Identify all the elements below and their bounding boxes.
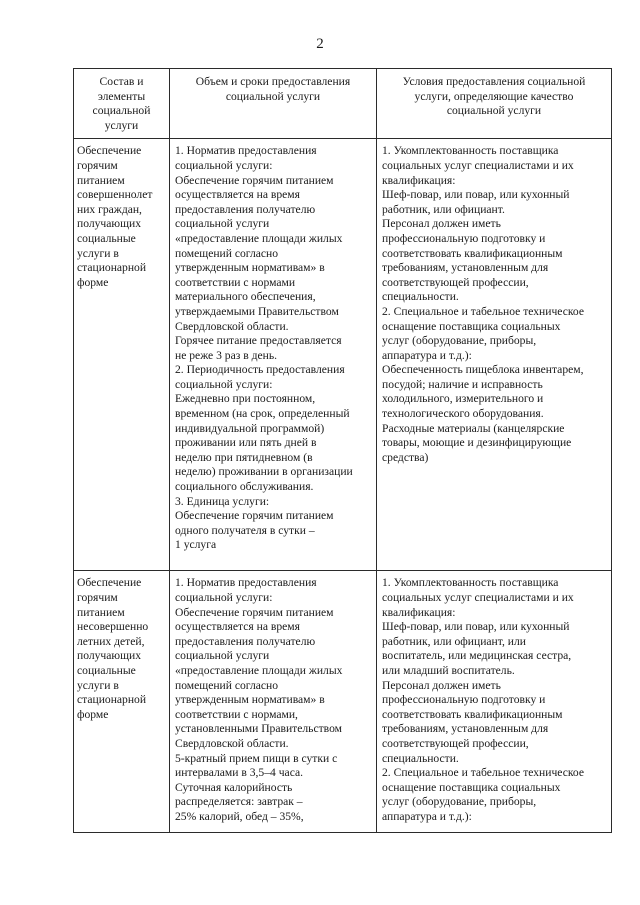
text-line: осуществляется на время: [175, 620, 300, 634]
text-line: квалификация:: [382, 605, 456, 619]
service-conditions-cell: [377, 571, 612, 833]
text-line: Свердловской области.: [175, 319, 289, 333]
header-volume-and-terms: [170, 69, 377, 139]
text-line: профессиональную подготовку и: [382, 231, 546, 245]
text-line: получающих: [77, 217, 141, 231]
service-volume-cell: [170, 571, 377, 833]
text-line: социальной услуги: [175, 649, 270, 663]
text-line: 2. Специальное и табельное техническое: [382, 766, 585, 780]
text-line: 2. Специальное и табельное техническое: [382, 304, 585, 318]
text-line: Состав и: [99, 75, 144, 88]
text-line: предоставления получателю: [175, 202, 316, 216]
text-line: одного получателя в сутки –: [175, 523, 315, 537]
service-name-cell: [74, 571, 170, 833]
text-line: услуги, определяющие качество: [414, 89, 574, 103]
text-line: утвержденным нормативам» в: [175, 693, 325, 707]
text-line: 25% калорий, обед – 35%,: [175, 809, 304, 823]
text-line: Шеф-повар, или повар, или кухонный: [382, 620, 570, 634]
text-line: утвержденным нормативам» в: [175, 261, 325, 275]
text-line: форме: [77, 275, 109, 289]
text-line: социальной услуги: [446, 104, 542, 118]
text-line: социальной услуги:: [175, 158, 273, 172]
text-line: «предоставление площади жилых: [175, 663, 343, 677]
text-line: осуществляется на время: [175, 188, 300, 202]
text-line: социального обслуживания.: [175, 480, 314, 494]
text-line: элементы: [97, 89, 146, 103]
text-line: утверждаемыми Правительством: [175, 304, 339, 318]
table-row: [74, 571, 612, 833]
text-line: Суточная калорийность: [175, 780, 293, 794]
service-conditions-cell: [377, 139, 612, 571]
text-line: требованиям, установленным для: [382, 261, 549, 275]
text-line: услуги в: [77, 246, 119, 260]
services-table: [73, 68, 612, 833]
service-name-cell: [74, 139, 170, 571]
text-line: Свердловской области.: [175, 736, 289, 750]
text-line: 2. Периодичность предоставления: [175, 363, 345, 377]
text-line: распределяется: завтрак –: [175, 795, 303, 809]
text-line: не реже 3 раз в день.: [175, 348, 278, 362]
text-line: оснащение поставщика социальных: [382, 780, 561, 794]
text-line: Персонал должен иметь: [382, 217, 501, 231]
text-line: летних детей,: [77, 634, 145, 648]
text-line: 1. Укомплектованность поставщика: [382, 576, 559, 590]
text-line: Обеспечение: [77, 144, 142, 158]
text-line: установленными Правительством: [175, 722, 342, 736]
text-line: получающих: [77, 649, 141, 663]
text-line: соответствующей профессии,: [382, 275, 529, 289]
service-volume-cell: [170, 139, 377, 571]
text-line: посудой; наличие и исправность: [382, 377, 543, 391]
text-line: них граждан,: [77, 202, 142, 216]
text-line: услуг (оборудование, приборы,: [382, 795, 537, 809]
text-line: помещений согласно: [175, 246, 279, 260]
text-line: неделю) проживании в организации: [175, 465, 353, 479]
text-line: воспитатель, или медицинская сестра,: [382, 649, 572, 663]
text-line: соответствующей профессии,: [382, 736, 529, 750]
text-line: Шеф-повар, или повар, или кухонный: [382, 188, 570, 202]
text-line: Объем и сроки предоставления: [195, 75, 351, 88]
text-line: специальности.: [382, 751, 459, 765]
text-line: технологического оборудования.: [382, 407, 544, 421]
text-line: несовершенно: [77, 620, 149, 634]
text-line: соответствовать квалификационным: [382, 246, 563, 260]
text-line: соответствии с нормами,: [175, 707, 298, 721]
table-header-row: [74, 69, 612, 139]
text-line: совершеннолет: [77, 188, 153, 202]
text-line: стационарной: [77, 693, 147, 707]
text-line: оснащение поставщика социальных: [382, 319, 561, 333]
text-line: Обеспечение: [77, 576, 142, 590]
text-line: социальной услуги: [225, 89, 321, 103]
text-line: стационарной: [77, 261, 147, 275]
text-line: товары, моющие и дезинфицирующие: [382, 436, 572, 450]
text-line: Расходные материалы (канцелярские: [382, 421, 565, 435]
text-line: питанием: [77, 173, 125, 187]
text-line: 3. Единица услуги:: [175, 494, 270, 508]
text-line: услуг (оборудование, приборы,: [382, 334, 537, 348]
text-line: индивидуальной программой): [175, 421, 325, 435]
page-number: 2: [316, 36, 324, 52]
table-row: [74, 139, 612, 571]
text-line: социальной: [92, 104, 151, 118]
text-line: социальной услуги:: [175, 590, 273, 604]
text-line: аппаратура и т.д.):: [382, 348, 472, 362]
text-line: Обеспечение горячим питанием: [175, 173, 334, 187]
text-line: 1. Укомплектованность поставщика: [382, 144, 559, 158]
text-line: материального обеспечения,: [175, 290, 316, 304]
text-line: проживании или пять дней в: [175, 436, 317, 450]
text-line: квалификация:: [382, 173, 456, 187]
text-line: требованиям, установленным для: [382, 722, 549, 736]
text-line: холодильного, измерительного и: [382, 392, 544, 406]
text-line: социальные: [77, 663, 136, 677]
text-line: Горячее питание предоставляется: [175, 334, 342, 348]
text-line: работник, или официант, или: [382, 634, 526, 648]
text-line: 1. Норматив предоставления: [175, 576, 317, 590]
text-line: услуги в: [77, 678, 119, 692]
text-line: Обеспечение горячим питанием: [175, 509, 334, 523]
text-line: работник, или официант.: [382, 202, 505, 216]
text-line: специальности.: [382, 290, 459, 304]
text-line: аппаратура и т.д.):: [382, 809, 472, 823]
text-line: 1 услуга: [175, 538, 217, 552]
text-line: временном (на срок, определенный: [175, 407, 350, 421]
text-line: услуги: [104, 118, 139, 132]
text-line: интервалами в 3,5–4 часа.: [175, 766, 304, 780]
text-line: средства): [382, 450, 429, 464]
text-line: или младший воспитатель.: [382, 663, 515, 677]
text-line: социальных услуг специалистами и их: [382, 158, 574, 172]
text-line: Условия предоставления социальной: [402, 75, 586, 88]
text-line: социальных услуг специалистами и их: [382, 590, 574, 604]
text-line: горячим: [77, 158, 118, 172]
text-line: помещений согласно: [175, 678, 279, 692]
header-composition: [74, 69, 170, 139]
header-quality-conditions: [377, 69, 612, 139]
text-line: соответствии с нормами: [175, 275, 296, 289]
text-line: «предоставление площади жилых: [175, 231, 343, 245]
text-line: предоставления получателю: [175, 634, 316, 648]
text-line: социальной услуги: [175, 217, 270, 231]
text-line: 1. Норматив предоставления: [175, 144, 317, 158]
text-line: Обеспеченность пищеблока инвентарем,: [382, 363, 584, 377]
text-line: социальной услуги:: [175, 377, 273, 391]
text-line: питанием: [77, 605, 125, 619]
text-line: 5-кратный прием пищи в сутки с: [175, 751, 338, 765]
text-line: неделю при пятидневном (в: [175, 450, 313, 464]
text-line: горячим: [77, 590, 118, 604]
text-line: Ежедневно при постоянном,: [175, 392, 316, 406]
text-line: социальные: [77, 231, 136, 245]
text-line: Персонал должен иметь: [382, 678, 501, 692]
text-line: профессиональную подготовку и: [382, 693, 546, 707]
text-line: форме: [77, 707, 109, 721]
text-line: Обеспечение горячим питанием: [175, 605, 334, 619]
text-line: соответствовать квалификационным: [382, 707, 563, 721]
